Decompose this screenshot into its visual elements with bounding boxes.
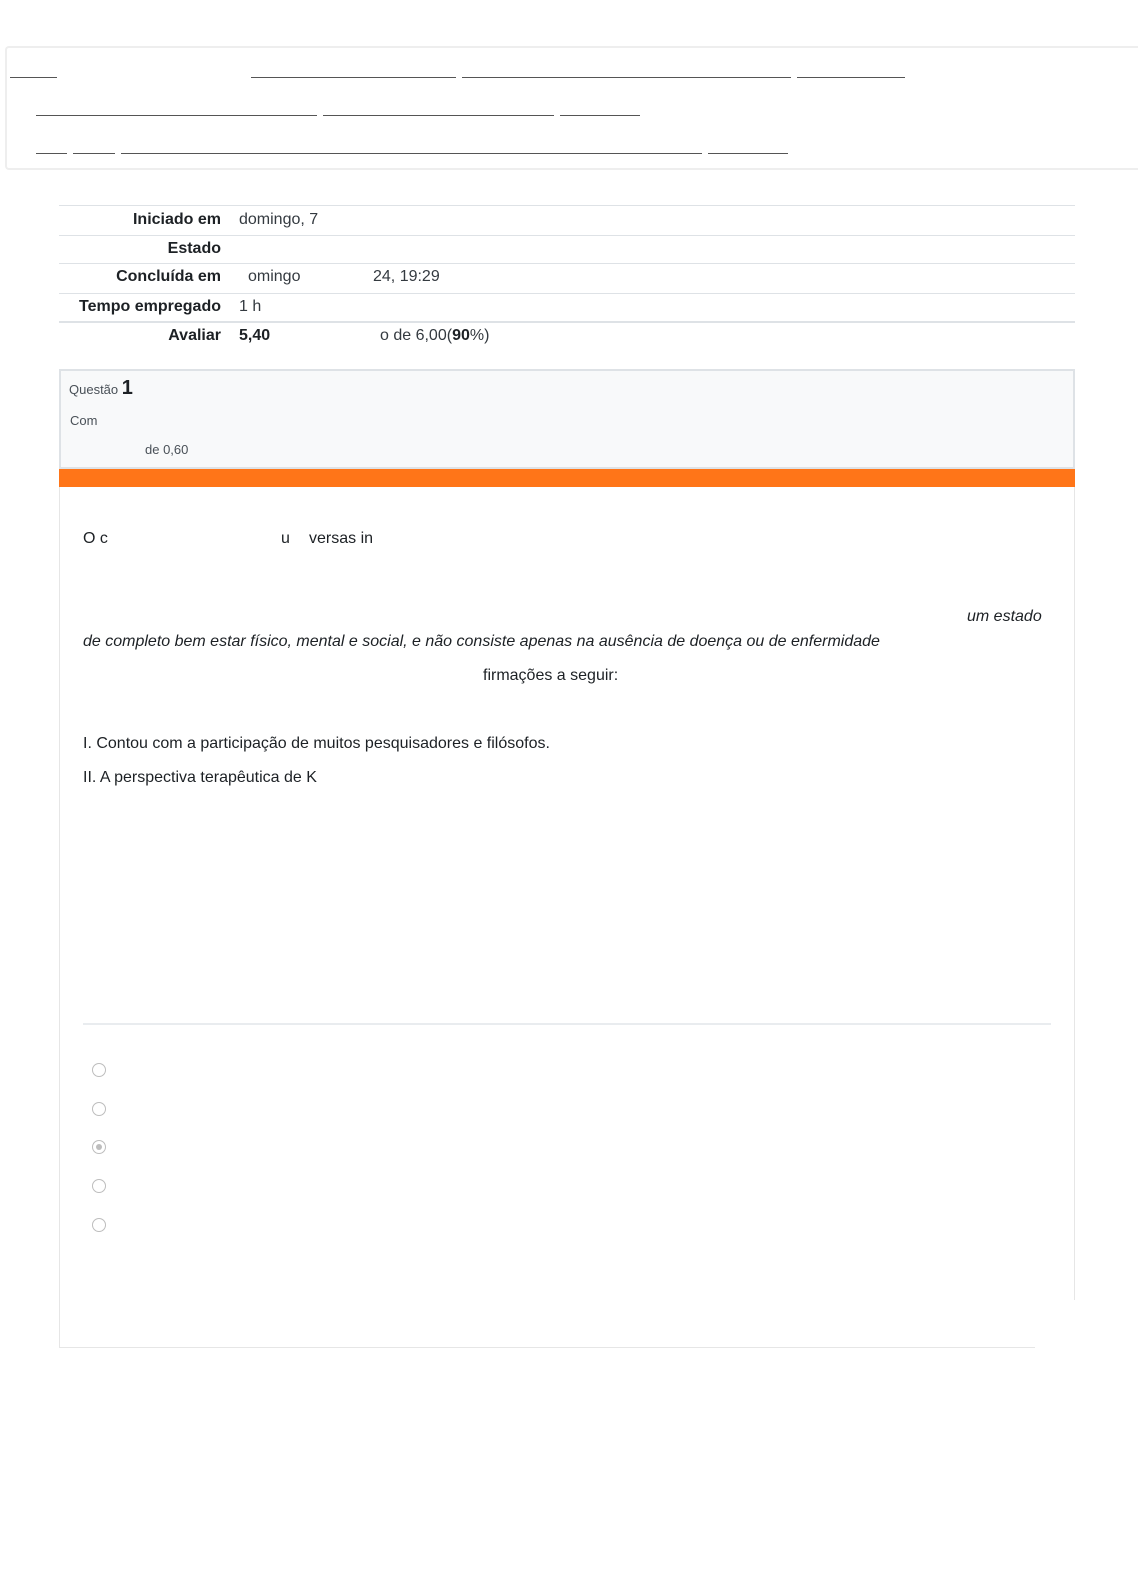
question-instruction: firmações a seguir: (483, 667, 619, 684)
answer-option-c-radio[interactable] (92, 1140, 106, 1154)
question-state: Com (70, 413, 98, 428)
question-text-b: u (281, 530, 290, 547)
question-quote-b: de completo bem estar físico, mental e social, e não consiste apenas na ausência de doença ou de enfermidade (83, 633, 880, 650)
question-text-c: versas in (309, 530, 374, 547)
question-grade: de 0,60 (145, 442, 189, 457)
question-text-a: O c (83, 530, 108, 547)
attempt-summary (59, 205, 1075, 351)
started-label: Iniciado em (132, 211, 221, 228)
completed-label: Concluída em (116, 268, 221, 285)
summary-row-started (59, 205, 1075, 235)
nav-link[interactable] (251, 77, 456, 78)
answer-option-d-radio[interactable] (92, 1179, 106, 1193)
question-info (59, 369, 1075, 469)
question-quote-a: um estado (967, 608, 1042, 625)
nav-link[interactable] (36, 153, 67, 154)
card-right-border (1074, 487, 1075, 1300)
nav-link[interactable] (323, 115, 554, 116)
summary-row-grade (59, 321, 1075, 351)
time-value: 1 h (239, 298, 262, 315)
statement-1: I. Contou com a participação de muitos pesquisadores e filósofos. (83, 735, 550, 752)
nav-link[interactable] (10, 77, 57, 78)
answer-divider (83, 1023, 1051, 1025)
answer-option-e-radio[interactable] (92, 1218, 106, 1232)
grade-score: 5,40 (239, 327, 271, 344)
question-accent-bar (59, 469, 1075, 487)
nav-link[interactable] (73, 153, 115, 154)
card-bottom-border (59, 1347, 1035, 1348)
completed-value-b: 24, 19:29 (373, 268, 440, 285)
grade-label: Avaliar (168, 327, 221, 344)
summary-row-completed (59, 263, 1075, 293)
nav-link[interactable] (36, 115, 317, 116)
nav-link[interactable] (462, 77, 791, 78)
question-number: Questão 1 (69, 377, 133, 399)
question-card (59, 369, 1075, 1348)
answer-option-a-radio[interactable] (92, 1063, 106, 1077)
nav-link[interactable] (797, 77, 905, 78)
nav-link[interactable] (121, 153, 702, 154)
time-label: Tempo empregado (79, 298, 221, 315)
breadcrumb-nav (5, 46, 1138, 170)
nav-link[interactable] (560, 115, 640, 116)
grade-total: o de 6,00(90%) (380, 327, 490, 344)
summary-row-time (59, 293, 1075, 321)
statement-2: II. A perspectiva terapêutica de K (83, 769, 317, 786)
completed-value-a: omingo (248, 268, 301, 285)
state-label: Estado (167, 240, 221, 257)
started-value: domingo, 7 (239, 211, 319, 228)
summary-row-state (59, 235, 1075, 263)
card-left-border (59, 487, 60, 1348)
answer-option-b-radio[interactable] (92, 1102, 106, 1116)
nav-link[interactable] (708, 153, 788, 154)
